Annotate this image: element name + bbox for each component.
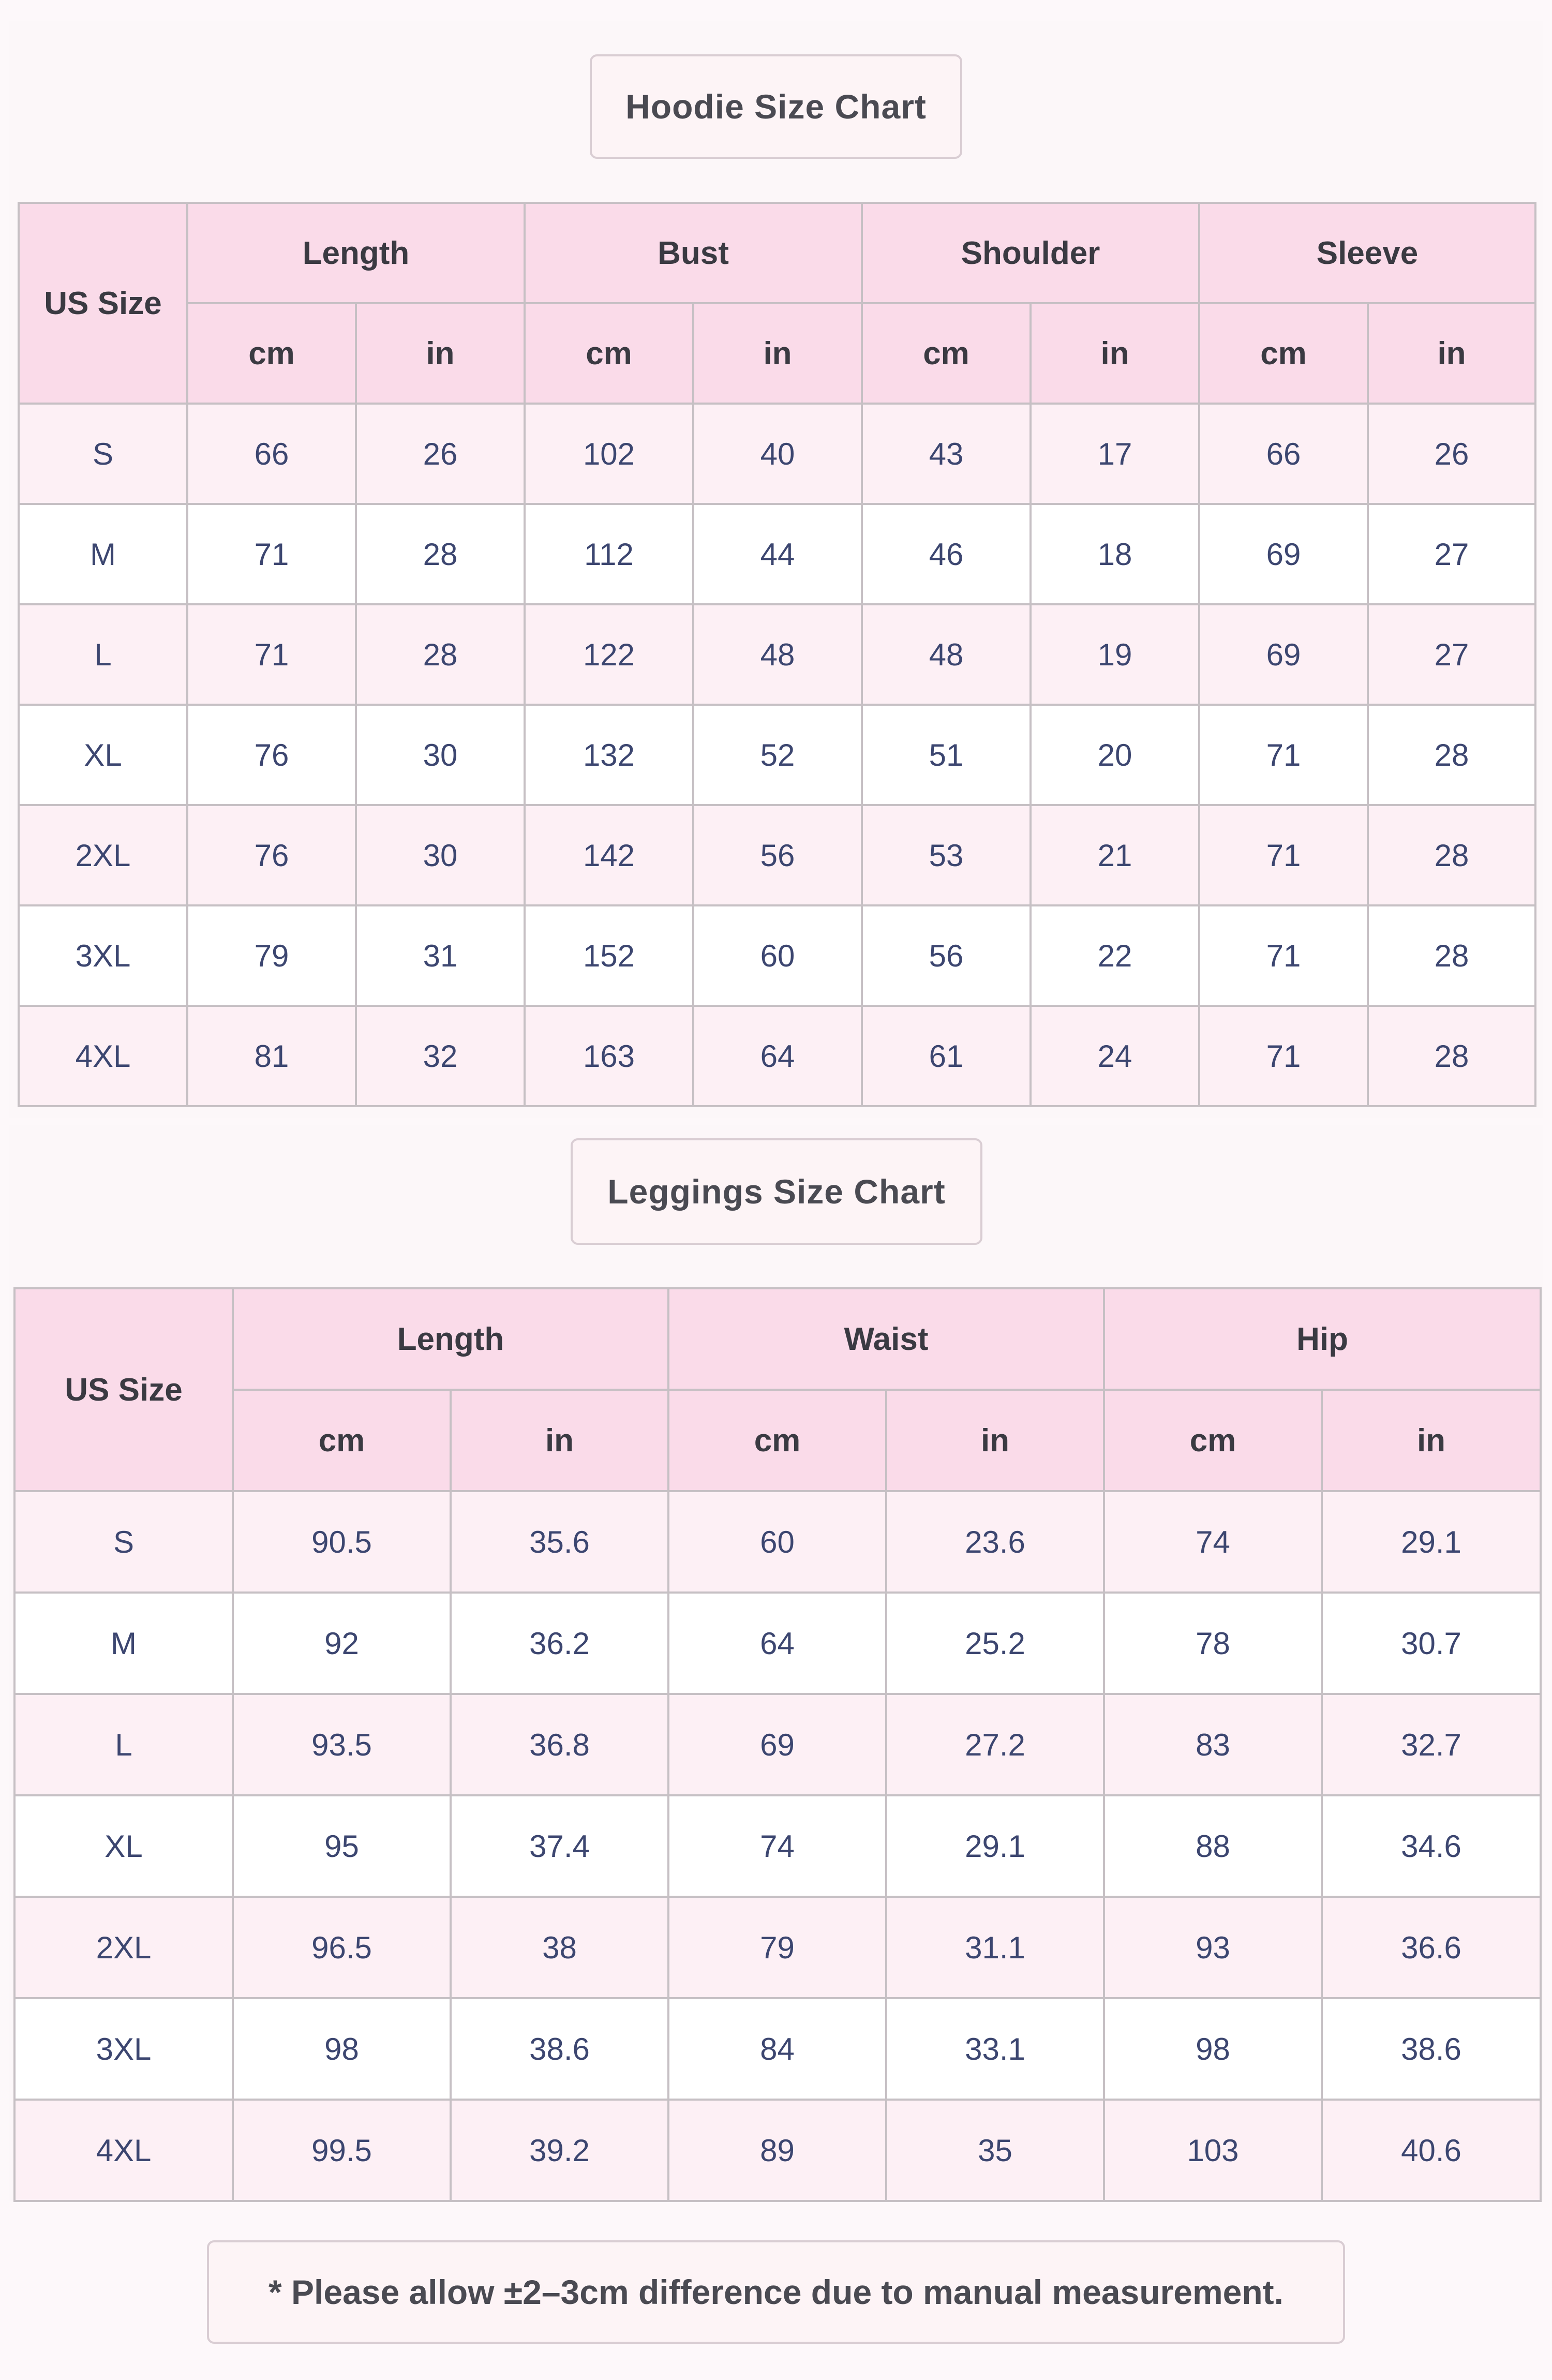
table-row: [19, 805, 1535, 905]
unit-header: cm: [1104, 1390, 1322, 1491]
measurement-cell: 17: [1031, 404, 1199, 504]
measurement-cell: 81: [187, 1006, 356, 1106]
measurement-cell: 69: [1199, 604, 1368, 705]
measurement-cell: 32: [356, 1006, 525, 1106]
measurement-cell: 60: [693, 905, 862, 1006]
measurement-cell: 18: [1031, 504, 1199, 604]
size-label-cell: 2XL: [19, 805, 187, 905]
measurement-cell: 19: [1031, 604, 1199, 705]
size-label-cell: L: [14, 1694, 233, 1795]
size-label-cell: S: [19, 404, 187, 504]
measurement-cell: 29.1: [886, 1795, 1104, 1897]
measurement-cell: 93.5: [233, 1694, 451, 1795]
measurement-cell: 52: [693, 705, 862, 805]
measurement-cell: 78: [1104, 1593, 1322, 1694]
size-label-cell: M: [19, 504, 187, 604]
measurement-cell: 23.6: [886, 1491, 1104, 1593]
shoulder-header: Shoulder: [862, 203, 1199, 303]
measurement-cell: 40.6: [1322, 2100, 1541, 2201]
measurement-cell: 43: [862, 404, 1031, 504]
measurement-cell: 93: [1104, 1897, 1322, 1998]
measurement-cell: 69: [668, 1694, 886, 1795]
measurement-cell: 89: [668, 2100, 886, 2201]
measurement-cell: 112: [525, 504, 693, 604]
unit-header: cm: [525, 303, 693, 404]
unit-header: in: [886, 1390, 1104, 1491]
measurement-cell: 71: [1199, 805, 1368, 905]
measurement-cell: 95: [233, 1795, 451, 1897]
size-label-cell: 3XL: [19, 905, 187, 1006]
measurement-cell: 28: [1368, 705, 1535, 805]
measurement-cell: 36.2: [451, 1593, 668, 1694]
length-header: Length: [187, 203, 525, 303]
size-label-cell: 4XL: [14, 2100, 233, 2201]
table-row: [19, 705, 1535, 805]
measurement-cell: 27: [1368, 504, 1535, 604]
unit-header: cm: [187, 303, 356, 404]
measurement-cell: 34.6: [1322, 1795, 1541, 1897]
measurement-cell: 20: [1031, 705, 1199, 805]
unit-header: in: [1322, 1390, 1541, 1491]
measurement-cell: 32.7: [1322, 1694, 1541, 1795]
unit-header: cm: [668, 1390, 886, 1491]
measurement-cell: 163: [525, 1006, 693, 1106]
size-label-cell: 3XL: [14, 1998, 233, 2100]
measurement-cell: 66: [187, 404, 356, 504]
measurement-cell: 48: [693, 604, 862, 705]
length-header: Length: [233, 1288, 668, 1390]
table-row: [19, 404, 1535, 504]
unit-header: cm: [233, 1390, 451, 1491]
measurement-cell: 132: [525, 705, 693, 805]
measurement-cell: 71: [1199, 705, 1368, 805]
unit-header: in: [693, 303, 862, 404]
measurement-cell: 24: [1031, 1006, 1199, 1106]
measurement-cell: 28: [1368, 1006, 1535, 1106]
measurement-cell: 33.1: [886, 1998, 1104, 2100]
measurement-cell: 27.2: [886, 1694, 1104, 1795]
hoodie-chart-title: Hoodie Size Chart: [590, 54, 962, 159]
leggings-size-table: [13, 1287, 1542, 2202]
measurement-cell: 74: [1104, 1491, 1322, 1593]
measurement-cell: 27: [1368, 604, 1535, 705]
table-row: [14, 1897, 1541, 1998]
measurement-cell: 28: [356, 604, 525, 705]
table-row: [14, 1998, 1541, 2100]
measurement-cell: 31: [356, 905, 525, 1006]
measurement-cell: 103: [1104, 2100, 1322, 2201]
measurement-cell: 90.5: [233, 1491, 451, 1593]
measurement-cell: 30: [356, 705, 525, 805]
table-row: [14, 2100, 1541, 2201]
measurement-cell: 30: [356, 805, 525, 905]
measurement-cell: 22: [1031, 905, 1199, 1006]
table-row: [19, 604, 1535, 705]
measurement-cell: 48: [862, 604, 1031, 705]
table-row: [19, 905, 1535, 1006]
us-size-header: US Size: [14, 1288, 233, 1491]
measurement-cell: 64: [693, 1006, 862, 1106]
measurement-cell: 28: [356, 504, 525, 604]
measurement-cell: 79: [668, 1897, 886, 1998]
measurement-cell: 83: [1104, 1694, 1322, 1795]
measurement-cell: 96.5: [233, 1897, 451, 1998]
measurement-cell: 39.2: [451, 2100, 668, 2201]
measurement-note: * Please allow ±2–3cm difference due to manual measurement.: [207, 2240, 1345, 2344]
hoodie-size-table: [18, 202, 1536, 1107]
hoodie-unit-row: [19, 303, 1535, 404]
unit-header: in: [356, 303, 525, 404]
leggings-chart-title: Leggings Size Chart: [571, 1138, 982, 1245]
measurement-cell: 30.7: [1322, 1593, 1541, 1694]
measurement-cell: 28: [1368, 805, 1535, 905]
table-row: [14, 1694, 1541, 1795]
measurement-cell: 152: [525, 905, 693, 1006]
measurement-cell: 35: [886, 2100, 1104, 2201]
measurement-cell: 28: [1368, 905, 1535, 1006]
measurement-cell: 71: [1199, 905, 1368, 1006]
table-row: [14, 1795, 1541, 1897]
size-label-cell: L: [19, 604, 187, 705]
size-label-cell: XL: [19, 705, 187, 805]
measurement-cell: 46: [862, 504, 1031, 604]
measurement-cell: 21: [1031, 805, 1199, 905]
measurement-cell: 36.8: [451, 1694, 668, 1795]
measurement-cell: 56: [693, 805, 862, 905]
measurement-cell: 122: [525, 604, 693, 705]
size-label-cell: 2XL: [14, 1897, 233, 1998]
table-row: [19, 504, 1535, 604]
measurement-cell: 37.4: [451, 1795, 668, 1897]
measurement-cell: 74: [668, 1795, 886, 1897]
measurement-cell: 84: [668, 1998, 886, 2100]
measurement-cell: 53: [862, 805, 1031, 905]
hip-header: Hip: [1104, 1288, 1541, 1390]
waist-header: Waist: [668, 1288, 1104, 1390]
us-size-header: US Size: [19, 203, 187, 404]
sleeve-header: Sleeve: [1199, 203, 1535, 303]
measurement-cell: 56: [862, 905, 1031, 1006]
unit-header: in: [1368, 303, 1535, 404]
unit-header: cm: [862, 303, 1031, 404]
measurement-cell: 38.6: [1322, 1998, 1541, 2100]
measurement-cell: 92: [233, 1593, 451, 1694]
size-label-cell: 4XL: [19, 1006, 187, 1106]
measurement-cell: 38.6: [451, 1998, 668, 2100]
measurement-cell: 99.5: [233, 2100, 451, 2201]
bust-header: Bust: [525, 203, 862, 303]
table-row: [19, 1006, 1535, 1106]
measurement-cell: 98: [233, 1998, 451, 2100]
measurement-cell: 76: [187, 705, 356, 805]
measurement-cell: 64: [668, 1593, 886, 1694]
measurement-cell: 71: [1199, 1006, 1368, 1106]
unit-header: cm: [1199, 303, 1368, 404]
measurement-cell: 60: [668, 1491, 886, 1593]
measurement-cell: 71: [187, 504, 356, 604]
measurement-cell: 76: [187, 805, 356, 905]
measurement-cell: 79: [187, 905, 356, 1006]
measurement-cell: 44: [693, 504, 862, 604]
measurement-cell: 98: [1104, 1998, 1322, 2100]
measurement-cell: 51: [862, 705, 1031, 805]
table-row: [14, 1491, 1541, 1593]
size-label-cell: M: [14, 1593, 233, 1694]
measurement-cell: 102: [525, 404, 693, 504]
measurement-cell: 36.6: [1322, 1897, 1541, 1998]
unit-header: in: [451, 1390, 668, 1491]
measurement-cell: 66: [1199, 404, 1368, 504]
measurement-cell: 35.6: [451, 1491, 668, 1593]
size-label-cell: S: [14, 1491, 233, 1593]
measurement-cell: 40: [693, 404, 862, 504]
measurement-cell: 26: [1368, 404, 1535, 504]
measurement-cell: 142: [525, 805, 693, 905]
leggings-unit-row: [14, 1390, 1541, 1491]
table-row: [14, 1593, 1541, 1694]
measurement-cell: 69: [1199, 504, 1368, 604]
measurement-cell: 26: [356, 404, 525, 504]
measurement-cell: 29.1: [1322, 1491, 1541, 1593]
measurement-cell: 71: [187, 604, 356, 705]
measurement-cell: 88: [1104, 1795, 1322, 1897]
measurement-cell: 38: [451, 1897, 668, 1998]
measurement-cell: 31.1: [886, 1897, 1104, 1998]
measurement-cell: 25.2: [886, 1593, 1104, 1694]
unit-header: in: [1031, 303, 1199, 404]
measurement-cell: 61: [862, 1006, 1031, 1106]
size-label-cell: XL: [14, 1795, 233, 1897]
